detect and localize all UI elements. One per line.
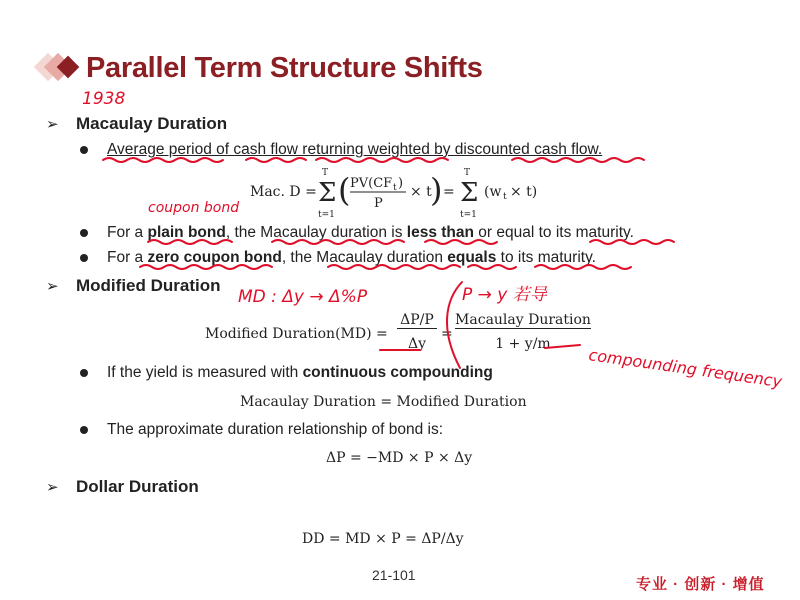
svg-text:t: t [503, 192, 507, 202]
svg-text:=: = [443, 184, 455, 200]
svg-text:T: T [464, 168, 471, 178]
heading-text: Dollar Duration [76, 477, 199, 496]
bullet-dot-icon [80, 146, 88, 154]
svg-text:t: t [393, 183, 397, 193]
text-bold-less-than: less than [406, 224, 474, 241]
svg-text:Mac. D =: Mac. D = [250, 184, 317, 200]
text-mid: , the Macaulay duration is [225, 224, 407, 241]
svg-text:× t): × t) [510, 184, 538, 200]
text-bold-equals: equals [447, 249, 497, 266]
frac2-numerator: Macaulay Duration [455, 312, 591, 328]
svg-text:t=1: t=1 [460, 210, 477, 220]
formula-macaulay-graphic [250, 165, 570, 221]
heading-text: Macaulay Duration [76, 114, 228, 133]
formula-macaulay [250, 165, 570, 221]
ink-compounding-frequency: compounding frequency [587, 345, 784, 392]
arrow-bullet-icon: ➢ [46, 278, 59, 295]
text-pre: If the yield is measured with [107, 364, 303, 381]
bullet-dot-icon [80, 229, 88, 237]
text-bold-zero-coupon: zero coupon bond [147, 249, 282, 266]
ink-p-note: P → y 若导 [462, 285, 547, 305]
text-bold-continuous: continuous compounding [302, 364, 493, 381]
bullet-text: The approximate duration relationship of bond is: [107, 421, 444, 438]
svg-text:(w: (w [484, 184, 502, 200]
bullet-dot-icon [80, 426, 88, 434]
brand-slogan: 专业 · 创新 · 增值 [636, 576, 765, 593]
section-heading-modified [46, 276, 220, 296]
text-pre: For a [107, 249, 148, 266]
text-mid: , the Macaulay duration [281, 249, 448, 266]
text-pre: For a [107, 224, 148, 241]
formula-dollar-duration: DD = MD × P = ΔP/Δy [302, 531, 464, 547]
formula-lhs: Modified Duration(MD) = [205, 326, 388, 342]
svg-text:Σ: Σ [460, 178, 479, 208]
svg-text:(: ( [338, 171, 351, 209]
text-post: or equal to its maturity. [473, 224, 634, 241]
svg-text:× t: × t [410, 184, 432, 200]
svg-text:): ) [430, 171, 443, 209]
svg-text:t=1: t=1 [318, 210, 335, 220]
ink-coupon-bond: coupon bond [148, 200, 240, 216]
frac1-numerator: ΔP/P [397, 312, 437, 329]
frac1-denominator: Δy [407, 336, 427, 352]
heading-text: Modified Duration [76, 276, 221, 295]
logo-diamonds-icon [20, 47, 80, 91]
arrow-bullet-icon: ➢ [46, 479, 59, 496]
text-post: to its maturity. [496, 249, 596, 266]
bullet-dot-icon [80, 369, 88, 377]
ink-md-note: MD : Δy → Δ%P [238, 287, 368, 307]
bullet-text: Average period of cash flow returning weighted by discounted cash flow. [107, 141, 603, 158]
slide-title: Parallel Term Structure Shifts [86, 52, 483, 84]
svg-text:T: T [322, 168, 329, 178]
bullet-zero-coupon [107, 249, 596, 267]
page-number: 21-101 [372, 567, 416, 583]
bullet-average-period [107, 141, 602, 159]
formula-mac-equals-mod: Macaulay Duration = Modified Duration [240, 394, 527, 410]
frac2-denominator: 1 + y/m [495, 336, 551, 352]
svg-text:Σ: Σ [318, 178, 337, 208]
bullet-approx-relationship [107, 421, 443, 439]
bullet-dot-icon [80, 254, 88, 262]
svg-text:): ) [398, 176, 404, 191]
section-heading-macaulay [46, 114, 227, 134]
ink-year-1938: 1938 [82, 89, 126, 109]
svg-text:P: P [374, 196, 383, 211]
section-heading-dollar [46, 477, 199, 497]
bullet-continuous-compounding [107, 364, 493, 382]
arrow-bullet-icon: ➢ [46, 116, 59, 133]
svg-text:PV(CF: PV(CF [350, 176, 393, 191]
formula-delta-p: ΔP = −MD × P × Δy [326, 450, 473, 466]
bullet-plain-bond [107, 224, 634, 242]
text-bold-plain-bond: plain bond [147, 224, 226, 241]
